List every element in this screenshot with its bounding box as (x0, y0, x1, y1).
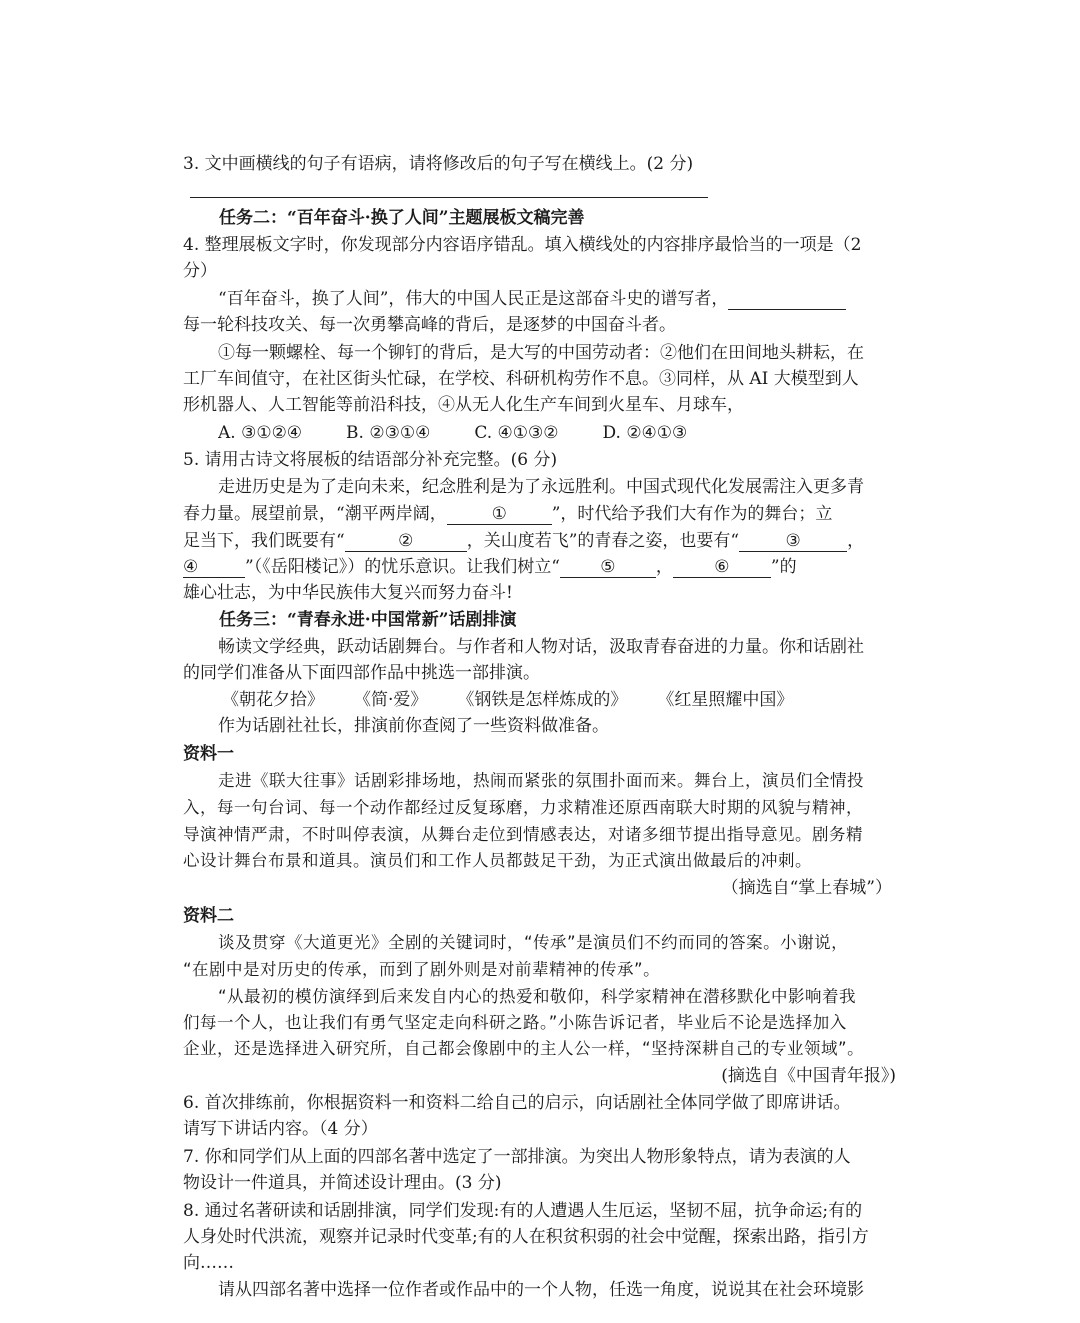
material-1-line-4: 心设计舞台布景和道具。演员们和工作人员都鼓足干劲，为正式演出做最后的冲刺。 (183, 851, 812, 870)
work-title: 《简·爱》 (354, 690, 428, 710)
question-5-title: 5. 请用古诗文将展板的结语部分补充完整。(6 分) (183, 450, 558, 470)
material-1-title: 资料一 (183, 744, 234, 764)
q4-fill-blank (728, 289, 846, 310)
q4-option-b: B. ②③①④ (346, 423, 431, 443)
q5-line-2 (183, 501, 898, 527)
q5-blank-2: ② (345, 531, 467, 552)
question-4-line-2: 分） (183, 261, 217, 281)
q5-text: ， (847, 531, 865, 551)
works-list (222, 687, 937, 713)
material-1-source: （摘选自“掌上春城”） (721, 878, 892, 898)
task-3-title: 任务三：“青春永进·中国常新”话剧排演 (219, 610, 517, 630)
work-title: 《红星照耀中国》 (657, 690, 794, 710)
material-1-line-1: 走进《联大往事》话剧彩排场地，热闹而紧张的氛围扑面而来。舞台上，演员们全情投 (218, 771, 864, 790)
q5-blank-5: ⑤ (560, 557, 656, 578)
q4-option-d: D. ②④①③ (602, 423, 688, 443)
task-3-intro-line-2: 的同学们准备从下面四部作品中挑选一部排演。 (183, 663, 540, 683)
q5-text: ”的 (770, 557, 797, 577)
material-2-line-5: 企业，还是选择进入研究所，自己都会像剧中的主人公一样，“坚持深耕自己的专业领域”。 (183, 1039, 865, 1058)
q5-text: 春力量。展望前景，“潮平两岸阔， (183, 504, 447, 524)
q4-sentences-line-2: 工厂车间值守，在社区街头忙碌，在学校、科研机构劳作不息。③同样，从 AI 大模型到人 (183, 369, 859, 389)
q5-text: 足当下，我们既要有“ (183, 531, 345, 551)
q5-text: ”，时代给予我们大有作为的舞台；立 (551, 504, 833, 524)
work-title: 《钢铁是怎样炼成的》 (457, 690, 628, 710)
question-3: 3. 文中画横线的句子有语病，请将修改后的句子写在横线上。(2 分) (183, 154, 694, 174)
q5-text: ”（《岳阳楼记》）的忧乐意识。让我们树立“ (245, 557, 560, 577)
question-8-line-4: 请从四部名著中选择一位作者或作品中的一个人物，任选一角度，说说其在社会环境影 (218, 1280, 864, 1300)
q5-blank-3: ③ (739, 531, 847, 552)
question-8-line-1: 8. 通过名著研读和话剧排演，同学们发现:有的人遭遇人生厄运，坚韧不屈，抗争命运;有的 (183, 1201, 863, 1221)
q4-sentences-line-3: 形机器人、人工智能等前沿科技，④从无人化生产车间到火星车、月球车， (183, 395, 744, 415)
question-7-line-2: 物设计一件道具，并简述设计理由。(3 分) (183, 1173, 502, 1193)
question-8-line-2: 人身处时代洪流，观察并记录时代变革;有的人在积贫积弱的社会中觉醒，探索出路，指引方 (183, 1227, 869, 1247)
q5-text: ，关山度若飞”的青春之姿，也要有“ (466, 531, 740, 551)
material-2-line-4: 们每一个人，也让我们有勇气坚定走向科研之路。”小陈告诉记者，毕业后不论是选择加入 (183, 1013, 847, 1032)
q5-blank-1: ① (447, 504, 552, 525)
work-title: 《朝花夕拾》 (222, 690, 324, 710)
q5-line-3 (183, 528, 898, 554)
material-2-line-3: “从最初的模仿演绎到后来发自内心的热爱和敬仰，科学家精神在潜移默化中影响着我 (218, 987, 857, 1006)
q5-line-1: 走进历史是为了走向未来，纪念胜利是为了永远胜利。中国式现代化发展需注入更多青 (218, 477, 864, 497)
q4-passage-line-1 (218, 286, 898, 312)
question-8-line-3: 向…… (183, 1253, 234, 1273)
task-2-title: 任务二：“百年奋斗·换了人间”主题展板文稿完善 (219, 208, 585, 228)
material-1-line-3: 导演神情严肃，不时叫停表演，从舞台走位到情感表达，对诸多细节提出指导意见。剧务精 (183, 825, 863, 844)
material-2-title: 资料二 (183, 906, 234, 926)
q4-sentences-line-1: ①每一颗螺栓、每一个铆钉的背后，是大写的中国劳动者：②他们在田间地头耕耘，在 (218, 343, 864, 363)
q5-text: ， (655, 557, 673, 577)
material-2-source: (摘选自《中国青年报》) (721, 1066, 896, 1086)
material-2-line-2: “在剧中是对历史的传承，而到了剧外则是对前辈精神的传承”。 (183, 960, 661, 979)
q5-blank-6: ⑥ (673, 557, 771, 578)
q4-options (218, 420, 898, 446)
answer-line-q3 (190, 197, 708, 198)
q5-line-5: 雄心壮志，为中华民族伟大复兴而努力奋斗! (183, 583, 513, 603)
question-7-line-1: 7. 你和同学们从上面的四部名著中选定了一部排演。为突出人物形象特点，请为表演的人 (183, 1147, 851, 1167)
task-3-intro-line-3: 作为话剧社社长，排演前你查阅了一些资料做准备。 (218, 716, 609, 736)
question-6-line-1: 6. 首次排练前，你根据资料一和资料二给自己的启示，向话剧社全体同学做了即席讲话。 (183, 1093, 851, 1113)
material-1-line-2: 入，每一句台词、每一个动作都经过反复琢磨，力求精准还原西南联大时期的风貌与精神， (183, 798, 863, 817)
q4-option-a: A. ③①②④ (218, 423, 303, 443)
question-4-line-1: 4. 整理展板文字时，你发现部分内容语序错乱。填入横线处的内容排序最恰当的一项是（2 (183, 235, 862, 255)
q4-option-c: C. ④①③② (474, 423, 559, 443)
q5-blank-4: ④ (183, 557, 245, 578)
q5-line-4 (183, 554, 898, 580)
material-2-line-1: 谈及贯穿《大道更光》全剧的关键词时，“传承”是演员们不约而同的答案。小谢说， (218, 933, 849, 952)
q4-passage-line-2: 每一轮科技攻关、每一次勇攀高峰的背后，是逐梦的中国奋斗者。 (183, 315, 676, 335)
question-6-line-2: 请写下讲话内容。（4 分） (183, 1119, 378, 1139)
q4-passage-text: “百年奋斗，换了人间”，伟大的中国人民正是这部奋斗史的谱写者， (218, 289, 729, 309)
task-3-intro-line-1: 畅读文学经典，跃动话剧舞台。与作者和人物对话，汲取青春奋进的力量。你和话剧社 (218, 637, 864, 657)
